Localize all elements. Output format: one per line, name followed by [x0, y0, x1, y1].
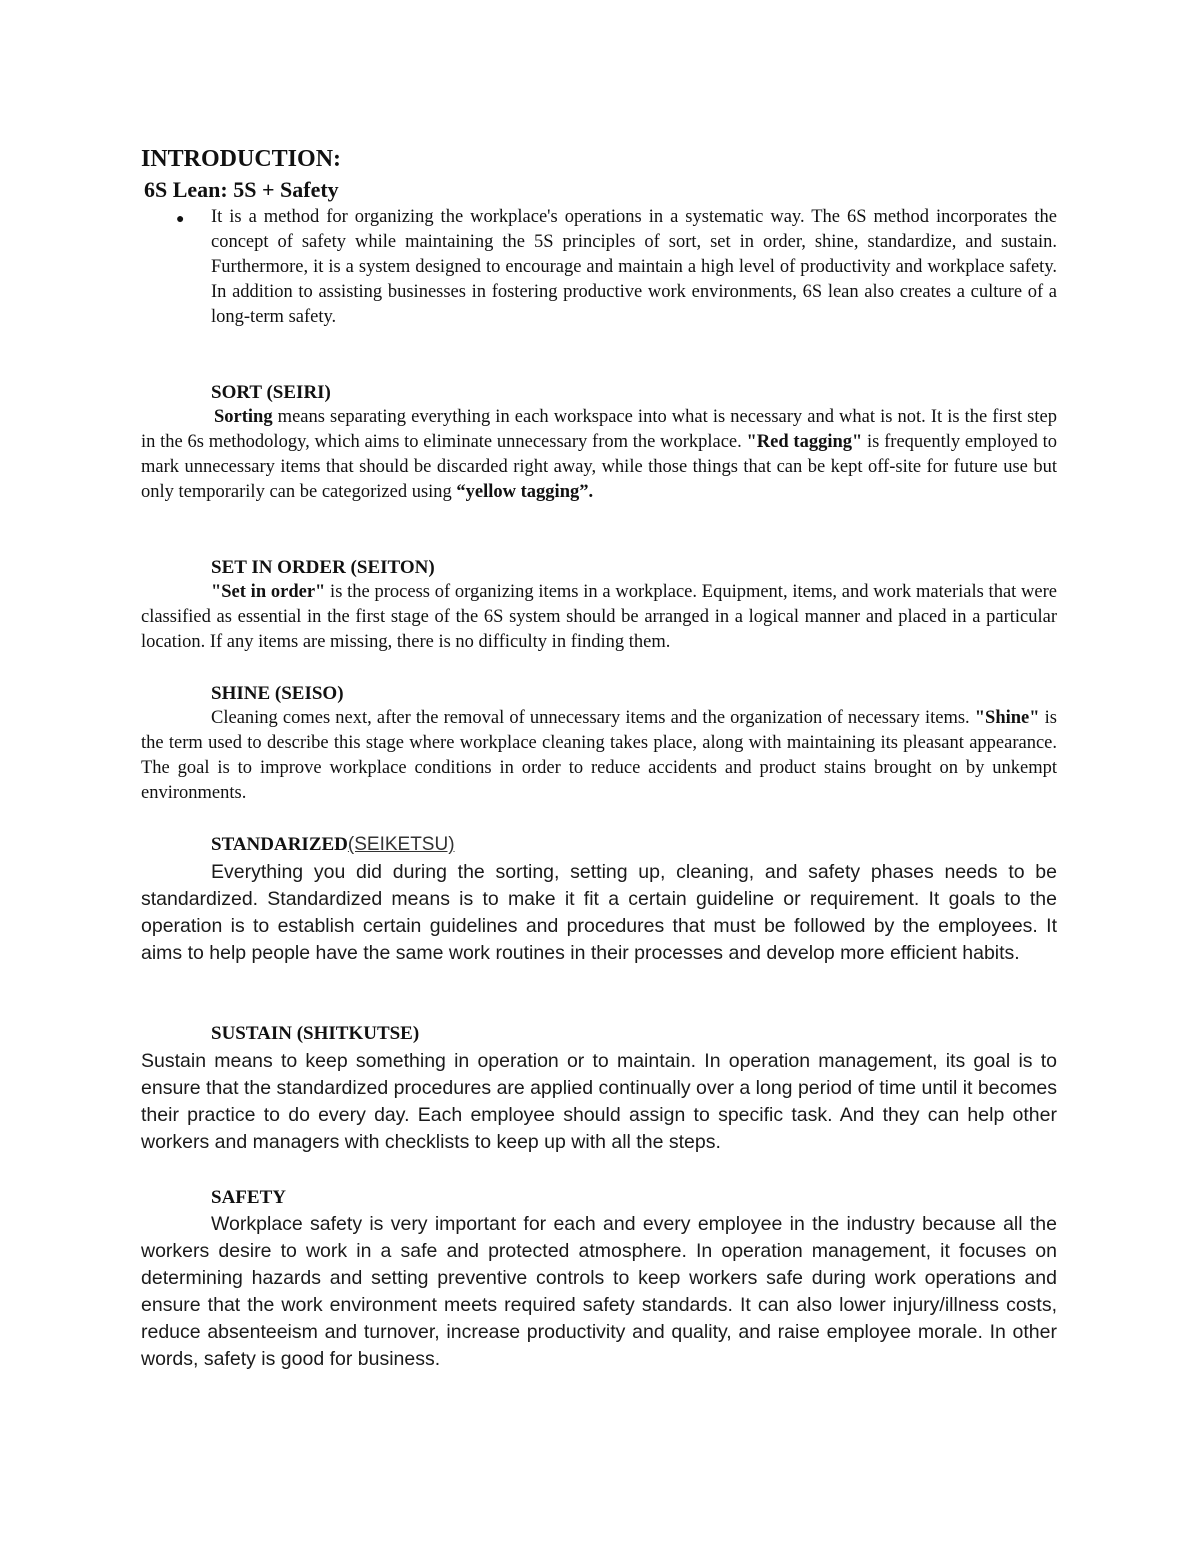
- sort-text-2: is frequently employed to mark unnecessary items that should be discarded right away, while those things that can be kept off-site for future use but only temporarily can be categorized using: [141, 432, 1057, 502]
- sustain-heading: SUSTAIN (SHITKUTSE): [211, 1023, 420, 1044]
- standardized-heading-text: STANDARIZED: [211, 834, 348, 855]
- standardized-heading: [211, 832, 455, 857]
- standardized-heading-paren: (SEIKETSU): [347, 834, 455, 855]
- sort-text-1: means separating everything in each workspace into what is necessary and what is not. It is the first step in the 6s methodology, which aims to eliminate unnecessary from the workplace.: [141, 407, 1057, 452]
- sustain-body: Sustain means to keep something in operation or to maintain. In operation management, its goal is to ensure that the standardized procedures are applied continually over a long period of time until it becomes their practice to do every day. Each employee should assign to specific task. And they can help other workers and managers with checklists to keep up with all the steps.: [141, 1050, 1057, 1153]
- set-in-order-term: "Set in order": [211, 582, 326, 602]
- shine-body: [141, 706, 1057, 806]
- set-in-order-heading: SET IN ORDER (SEITON): [211, 557, 435, 578]
- sort-term: Sorting: [214, 407, 273, 427]
- shine-term: "Shine": [974, 708, 1040, 728]
- sort-body: [141, 405, 1057, 505]
- bullet-icon: ●: [176, 212, 185, 227]
- yellow-tagging-term: “yellow tagging”.: [456, 482, 594, 502]
- page-title: INTRODUCTION:: [141, 146, 342, 172]
- red-tagging-term: "Red tagging": [746, 432, 863, 452]
- set-in-order-body: [141, 580, 1057, 655]
- intro-bullet-text: It is a method for organizing the workplace's operations in a systematic way. The 6S method incorporates the concept of safety while maintaining the 5S principles of sort, set in order, shine, standardize, and sustain. Furthermore, it is a system designed to encourage and maintain a high level of productivity and workplace safety. In addition to assisting businesses in fostering productive work environments, 6S lean also creates a culture of a long-term safety.: [211, 207, 1057, 327]
- sort-heading: SORT (SEIRI): [211, 382, 331, 403]
- shine-text-1: Cleaning comes next, after the removal of unnecessary items and the organization of necessary items.: [211, 708, 975, 728]
- shine-heading: SHINE (SEISO): [211, 683, 344, 704]
- set-in-order-text: is the process of organizing items in a workplace. Equipment, items, and work materials that were classified as essential in the first stage of the 6S system should be arranged in a logical manner and placed in a particular location. If any items are missing, there is no difficulty in finding them.: [141, 582, 1057, 652]
- safety-heading: SAFETY: [211, 1187, 286, 1208]
- page-subtitle: 6S Lean: 5S + Safety: [144, 177, 339, 202]
- safety-body: Workplace safety is very important for each and every employee in the industry because all the workers desire to work in a safe and protected atmosphere. In operation management, it focuses on determining hazards and setting preventive controls to keep workers safe during work operations and ensure that the work environment meets required safety standards. It can also lower injury/illness costs, reduce absenteeism and turnover, increase productivity and quality, and raise employee morale. In other words, safety is good for business.: [141, 1213, 1057, 1370]
- standardized-body: Everything you did during the sorting, setting up, cleaning, and safety phases needs to be standardized. Standardized means is to make it fit a certain guideline or requirement. It goals to the operation is to establish certain guidelines and procedures that must be followed by the employees. It aims to help people have the same work routines in their processes and develop more efficient habits.: [141, 861, 1057, 964]
- shine-text-2: is the term used to describe this stage where workplace cleaning takes place, along with maintaining its pleasant appearance. The goal is to improve workplace conditions in order to reduce accidents and product stains brought on by unkempt environments.: [141, 708, 1058, 803]
